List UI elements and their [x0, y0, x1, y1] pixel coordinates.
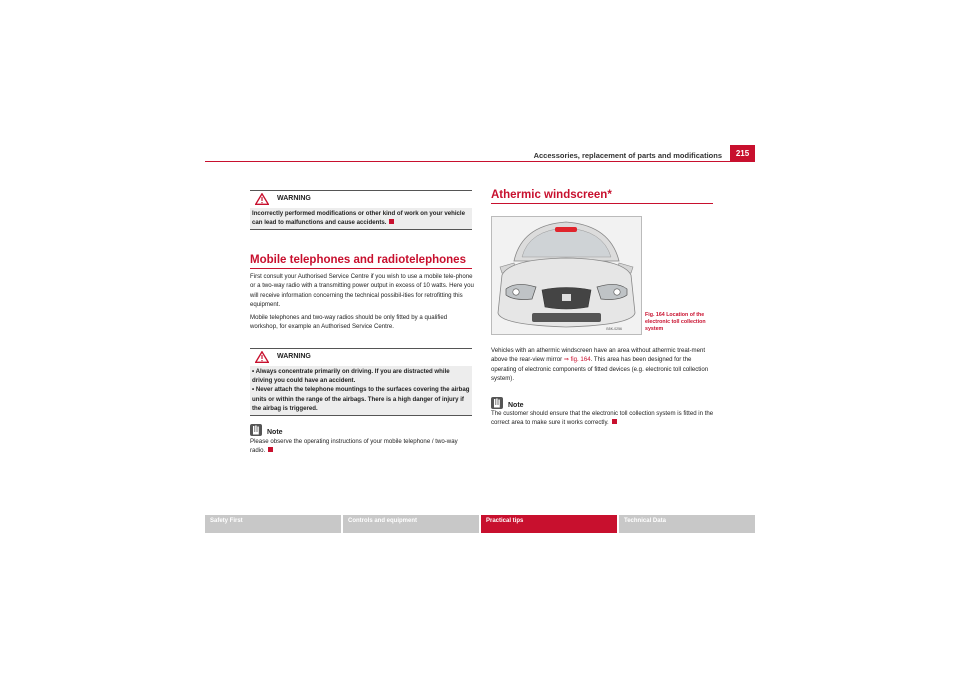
figure-reference-link[interactable]: ⇒ fig. 164	[563, 356, 591, 364]
end-of-section-icon	[389, 219, 394, 224]
figure-code: B5K-0256	[606, 327, 622, 331]
note-text: The customer should ensure that the electronic toll collection system is fitted in the correct area to make sure it works correctly.	[491, 410, 714, 427]
note-icon	[250, 424, 262, 436]
note-icon	[491, 397, 503, 409]
paragraph: First consult your Authorised Service Centre if you wish to use a mobile tele-phone or a two-way radio with a transmitting power output in excess of 10 watts. Here you will receive information concerning the technical possibil-ities for retrofitting this equipment.	[250, 273, 474, 308]
figure-car-front	[491, 216, 642, 335]
warning-label: WARNING	[277, 195, 311, 203]
note-text-block	[491, 409, 715, 428]
paragraph-part: . This area has been designed for the operating of electronic components of fitted devices (e.g. electronic toll collection system).	[491, 356, 709, 382]
note-label: Note	[267, 429, 283, 436]
end-of-section-icon	[612, 419, 617, 424]
warning-triangle-icon	[255, 351, 269, 363]
footer-tab-practical-tips[interactable]: Practical tips	[481, 515, 617, 533]
note-heading	[250, 424, 283, 436]
running-header-title: Accessories, replacement of parts and modifications	[533, 151, 722, 160]
section-rule	[491, 203, 713, 204]
page-number: 215	[730, 145, 755, 162]
bullet-item: • Always concentrate primarily on driving. If you are distracted while driving you could have an accident.	[252, 368, 450, 385]
body-text-athermic	[491, 346, 715, 383]
note-heading	[491, 397, 524, 409]
section-title-mobile-telephones: Mobile telephones and radiotelephones	[250, 254, 466, 266]
footer-tab-technical-data[interactable]: Technical Data	[619, 515, 755, 533]
paragraph-part: Vehicles with an athermic windscreen have an area without athermic treat-ment above the rear-view mirror	[491, 347, 706, 364]
warning-box-modifications	[250, 190, 472, 230]
section-title-athermic-windscreen: Athermic windscreen*	[491, 189, 612, 201]
paragraph: Mobile telephones and two-way radios should be only fitted by a qualified workshop, for example an Authorised Service Centre.	[250, 314, 448, 331]
footer-tab-safety-first[interactable]: Safety First	[205, 515, 341, 533]
note-text-block	[250, 437, 474, 456]
bullet-text: Never attach the telephone mountings to the surfaces covering the airbag units or within the range of the airbags. There is a high danger of injury if the airbag is triggered.	[252, 386, 470, 412]
note-label: Note	[508, 402, 524, 409]
note-text: Please observe the operating instructions of your mobile telephone / two-way radio.	[250, 438, 458, 455]
section-rule	[250, 268, 472, 269]
warning-triangle-icon	[255, 193, 269, 205]
warning-text: Incorrectly performed modifications or other kind of work on your vehicle can lead to malfunctions and cause accidents.	[252, 210, 465, 227]
footer-tab-controls-and-equipment[interactable]: Controls and equipment	[343, 515, 479, 533]
header-rule	[205, 161, 730, 162]
bullet-text: Always concentrate primarily on driving. If you are distracted while driving you could have an accident.	[252, 368, 450, 385]
end-of-section-icon	[268, 447, 273, 452]
body-text-mobile	[250, 272, 474, 332]
warning-box-telephones	[250, 348, 472, 416]
warning-label: WARNING	[277, 353, 311, 361]
car-front-illustration	[492, 217, 641, 334]
figure-caption: Fig. 164 Location of the electronic toll collection system	[645, 312, 706, 332]
bullet-item: • Never attach the telephone mountings to the surfaces covering the airbag units or within the range of the airbags. There is a high danger of injury if the airbag is triggered.	[252, 386, 470, 412]
